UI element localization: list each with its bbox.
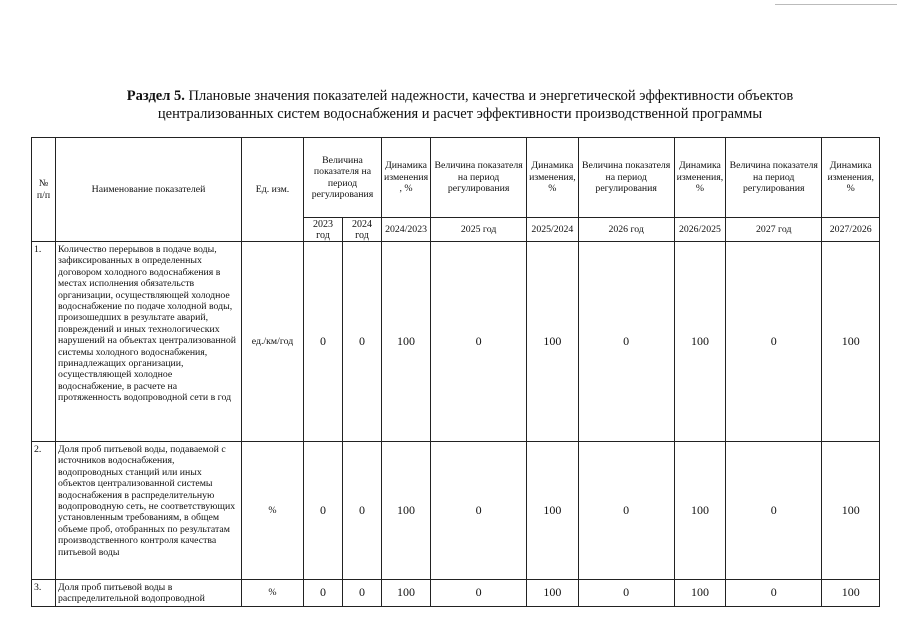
subheader-2024: 2024 год (343, 218, 382, 242)
cell-dyn-2024: 100 (382, 580, 431, 607)
cell-2024: 0 (343, 580, 382, 607)
cell-2024: 0 (343, 242, 382, 442)
col-dyn-2027-header: Динамика изменения, % (822, 138, 880, 218)
cell-dyn-2026: 100 (674, 442, 726, 580)
row-number: 1. (32, 242, 56, 442)
subheader-2025: 2025 год (431, 218, 527, 242)
cell-2023: 0 (304, 442, 343, 580)
row-indicator-name: Количество перерывов в подаче воды, зафиксированных в определенных договором холодного водоснабжения в местах исполнения обязательств организации, осуществляющей холодное водоснабжение по подаче холодной воды, произошедших в результате аварий, повреждений и иных технологических нарушений на объектах централизованной системы холодного водоснабжения, принадлежащих организации, осуществляющей холодное водоснабжение, в расчете на протяженность водопроводной сети в год (56, 242, 242, 442)
cell-2026: 0 (578, 580, 674, 607)
col-value-period-header: Величина показателя на период регулирования (304, 138, 382, 218)
col-dyn-2024-header: Динамика изменения , % (382, 138, 431, 218)
section-label: Раздел 5. (126, 88, 185, 104)
cell-2027: 0 (726, 580, 822, 607)
subheader-2025-2024: 2025/2024 (527, 218, 579, 242)
heading-line-1: Плановые значения показателей надежности, качества и энергетической эффективности объектов (188, 88, 794, 104)
subheader-2027-2026: 2027/2026 (822, 218, 880, 242)
cell-dyn-2027: 100 (822, 242, 880, 442)
subheader-2024-2023: 2024/2023 (382, 218, 431, 242)
subheader-2027: 2027 год (726, 218, 822, 242)
col-dyn-2026-header: Динамика изменения, % (674, 138, 726, 218)
subheader-2023: 2023 год (304, 218, 343, 242)
table-row (32, 580, 880, 607)
col-dyn-2025-header: Динамика изменения, % (527, 138, 579, 218)
col-num-header: № п/п (32, 138, 56, 242)
header-row (32, 138, 880, 218)
cell-2026: 0 (578, 442, 674, 580)
cell-dyn-2027: 100 (822, 442, 880, 580)
cell-dyn-2024: 100 (382, 442, 431, 580)
cell-dyn-2025: 100 (527, 442, 579, 580)
top-rule (775, 4, 897, 5)
row-number: 2. (32, 442, 56, 580)
cell-2024: 0 (343, 442, 382, 580)
col-unit-header: Ед. изм. (242, 138, 304, 242)
cell-2025: 0 (431, 242, 527, 442)
table-row (32, 242, 880, 442)
cell-2027: 0 (726, 242, 822, 442)
col-value-2027-header: Величина показателя на период регулирования (726, 138, 822, 218)
cell-2027: 0 (726, 442, 822, 580)
subheader-2026-2025: 2026/2025 (674, 218, 726, 242)
col-name-header: Наименование показателей (56, 138, 242, 242)
heading-line-2: централизованных систем водоснабжения и расчет эффективности производственной программы (157, 106, 763, 122)
cell-2025: 0 (431, 442, 527, 580)
col-value-2025-header: Величина показателя на период регулирования (431, 138, 527, 218)
cell-dyn-2024: 100 (382, 242, 431, 442)
row-indicator-name: Доля проб питьевой воды, подаваемой с источников водоснабжения, водопроводных станций или иных объектов централизованной системы водоснабжения в распределительную водопроводную сеть, не соответствующих установленным требованиям, в общем объеме проб, отобранных по результатам производственного контроля качества питьевой воды (56, 442, 242, 580)
indicators-table (31, 137, 880, 607)
cell-2026: 0 (578, 242, 674, 442)
cell-dyn-2026: 100 (674, 580, 726, 607)
cell-dyn-2027: 100 (822, 580, 880, 607)
row-unit: % (242, 580, 304, 607)
col-value-2026-header: Величина показателя на период регулирования (578, 138, 674, 218)
cell-2023: 0 (304, 580, 343, 607)
cell-dyn-2025: 100 (527, 242, 579, 442)
row-unit: % (242, 442, 304, 580)
cell-dyn-2025: 100 (527, 580, 579, 607)
table-row (32, 442, 880, 580)
cell-2023: 0 (304, 242, 343, 442)
subheader-2026: 2026 год (578, 218, 674, 242)
row-number: 3. (32, 580, 56, 607)
row-unit: ед./км/год (242, 242, 304, 442)
section-heading (60, 87, 860, 123)
cell-dyn-2026: 100 (674, 242, 726, 442)
row-indicator-name: Доля проб питьевой воды в распределительной водопроводной (56, 580, 242, 607)
cell-2025: 0 (431, 580, 527, 607)
